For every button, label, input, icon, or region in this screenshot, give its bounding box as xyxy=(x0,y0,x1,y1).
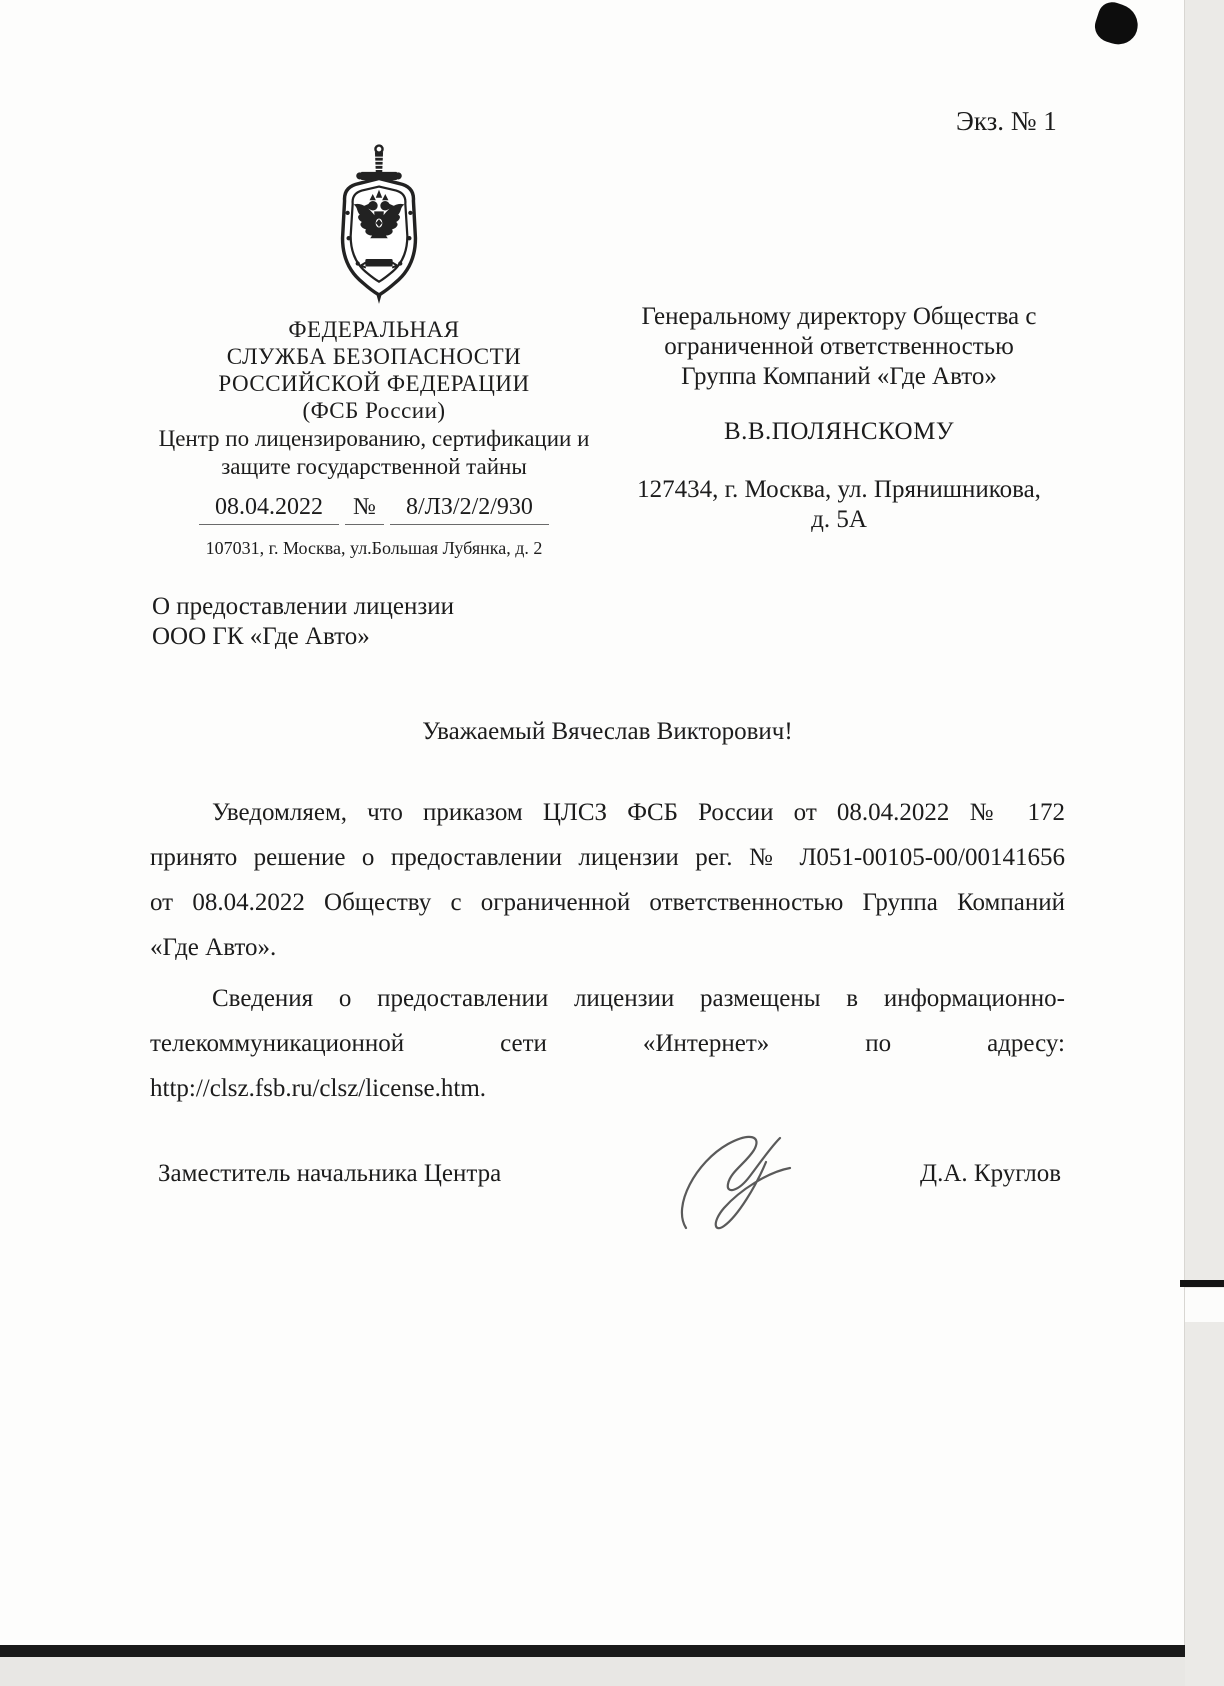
sender-org-line: СЛУЖБА БЕЗОПАСНОСТИ xyxy=(226,344,522,369)
scan-strip-gap xyxy=(1185,1288,1224,1322)
subject-block xyxy=(152,592,454,652)
recipient-line: ограниченной ответственностью xyxy=(664,333,1014,360)
recipient-address-line: д. 5А xyxy=(811,506,867,533)
sender-org-line: РОССИЙСКОЙ ФЕДЕРАЦИИ xyxy=(218,371,530,396)
body-line-url: http://clsz.fsb.ru/clsz/license.htm. xyxy=(150,1075,487,1102)
body-line: Сведения о предоставлении лицензии размещены в информационно- xyxy=(212,985,1065,1012)
signer-name: Д.А. Круглов xyxy=(920,1160,1061,1187)
scan-bottom-shadow xyxy=(0,1657,1185,1686)
letter-body xyxy=(150,790,1065,1111)
number-sign: № xyxy=(345,494,384,525)
sender-dept-line: Центр по лицензированию, сертификации и xyxy=(158,426,590,451)
scan-dash-mark xyxy=(1180,1280,1224,1287)
subject-line: О предоставлении лицензии xyxy=(152,593,454,620)
recipient-address-line: 127434, г. Москва, ул. Прянишникова, xyxy=(637,476,1041,503)
outgoing-date-number xyxy=(146,494,602,525)
letter-date: 08.04.2022 xyxy=(199,494,339,525)
body-line: принято решение о предоставлении лицензии рег. № Л051-00105-00/00141656 xyxy=(150,844,1065,871)
recipient-line: Группа Компаний «Где Авто» xyxy=(681,363,997,390)
recipient-address xyxy=(608,475,1070,535)
fsb-emblem-icon xyxy=(328,142,430,304)
signer-title: Заместитель начальника Центра xyxy=(158,1160,502,1187)
sender-address: 107031, г. Москва, ул.Большая Лубянка, д. 2 xyxy=(205,538,543,558)
scan-ink-blob xyxy=(1091,0,1143,50)
copy-number: Экз. № 1 xyxy=(956,106,1057,136)
sender-dept-line: защите государственной тайны xyxy=(221,454,527,479)
sender-letterhead xyxy=(146,316,602,559)
recipient-block xyxy=(608,302,1070,535)
recipient-name: В.В.ПОЛЯНСКОМУ xyxy=(723,418,955,445)
subject-line: ООО ГК «Где Авто» xyxy=(152,623,370,650)
body-line: Уведомляем, что приказом ЦЛСЗ ФСБ России от 08.04.2022 № 172 xyxy=(212,799,1065,826)
scan-bottom-edge xyxy=(0,1645,1185,1657)
recipient-line: Генеральному директору Общества с xyxy=(641,303,1037,330)
body-line: «Где Авто». xyxy=(150,934,277,961)
letter-number: 8/ЛЗ/2/2/930 xyxy=(390,494,549,525)
body-line: телекоммуникационной сети «Интернет» по адресу: xyxy=(150,1030,1065,1057)
scan-edge-strip xyxy=(1184,0,1224,1686)
sender-org-line: ФЕДЕРАЛЬНАЯ xyxy=(288,317,460,342)
signature-row xyxy=(158,1128,1065,1248)
salutation: Уважаемый Вячеслав Викторович! xyxy=(422,718,793,745)
sender-org-line: (ФСБ России) xyxy=(302,398,446,423)
body-line: от 08.04.2022 Обществу с ограниченной ответственностью Группа Компаний xyxy=(150,889,1065,916)
handwritten-signature xyxy=(668,1128,838,1248)
